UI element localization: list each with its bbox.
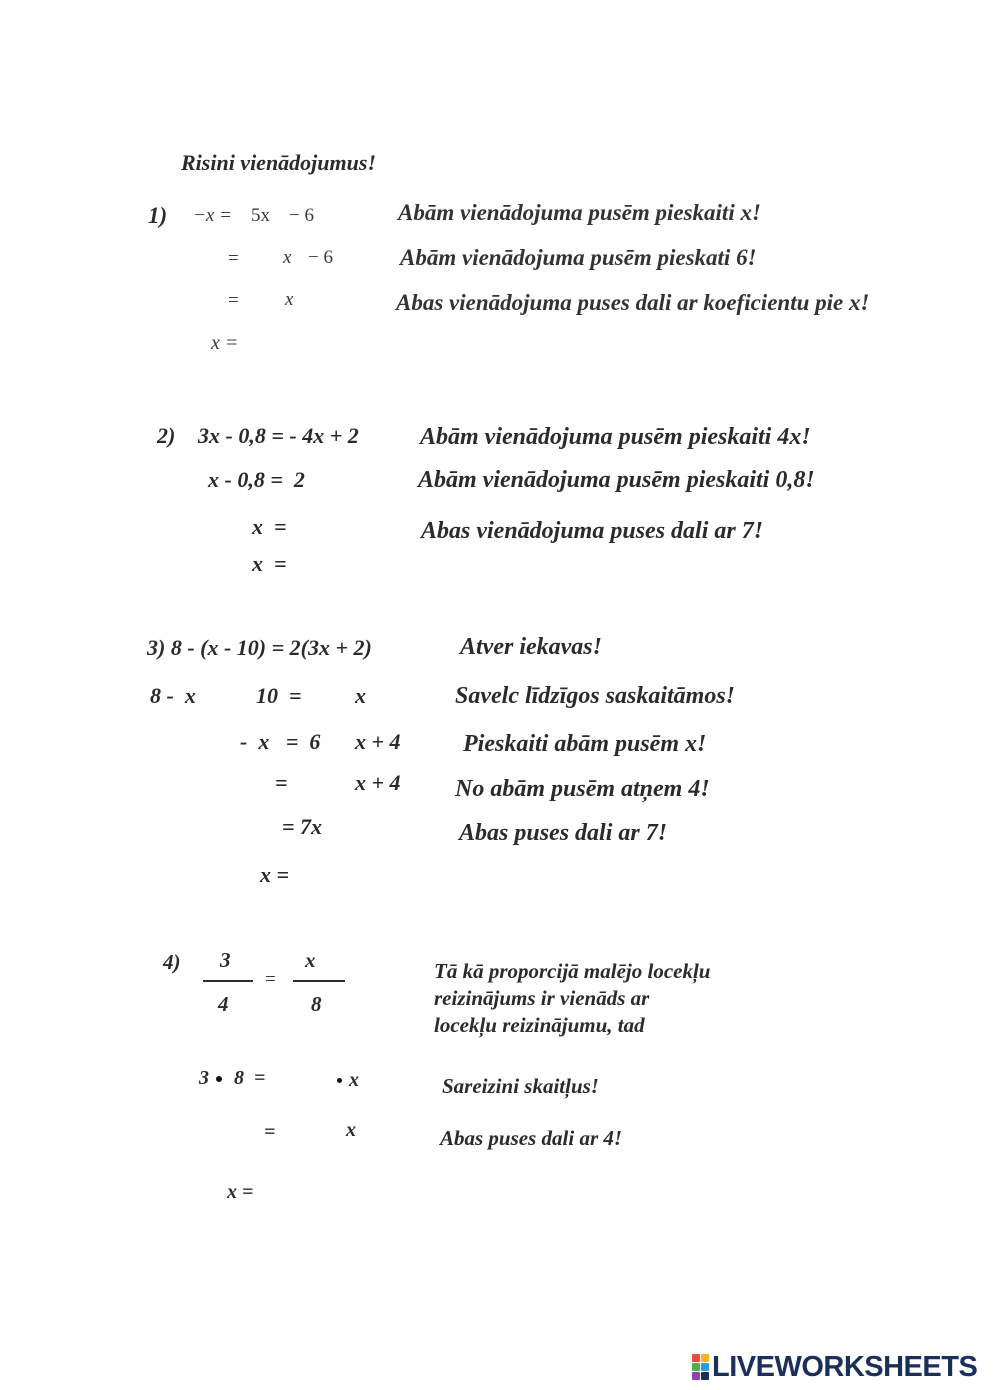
ex1-line2-const: − 6	[308, 247, 333, 268]
ex2-instruction-2: Abām vienādojuma pusēm pieskaiti 0,8!	[418, 467, 815, 493]
ex4-fraction2-denominator: 8	[311, 992, 322, 1016]
ex4-fraction1-bar	[203, 980, 253, 982]
ex4-instruction-1: Sareizini skaitļus!	[442, 1074, 599, 1098]
ex2-line3: x =	[252, 514, 287, 539]
ex1-line1-right-const: − 6	[289, 205, 314, 226]
ex4-line3-equals: =	[264, 1121, 276, 1143]
ex2-line4: x =	[252, 551, 287, 576]
ex3-instruction-4: No abām pusēm atņem 4!	[455, 776, 710, 802]
ex3-line3-right: x + 4	[355, 729, 401, 754]
ex4-fraction-equals: =	[265, 969, 276, 990]
ex2-equation: 3x - 0,8 = - 4x + 2	[198, 423, 359, 448]
ex3-line6-result: x =	[260, 862, 290, 887]
ex1-instruction-2: Abām vienādojuma pusēm pieskati 6!	[400, 245, 757, 270]
ex1-instruction-1: Abām vienādojuma pusēm pieskaiti x!	[398, 200, 761, 225]
ex1-line2-x: x	[283, 247, 292, 268]
ex3-equation: 3) 8 - (x - 10) = 2(3x + 2)	[147, 635, 372, 660]
ex4-fraction1-numerator: 3	[220, 948, 231, 972]
ex4-line2-left: 3	[199, 1067, 209, 1089]
ex3-line2-left: 8 - x	[150, 683, 196, 708]
ex4-note-line3: locekļu reizinājumu, tad	[434, 1013, 645, 1037]
liveworksheets-logo	[692, 1352, 977, 1382]
multiplication-dot-icon	[337, 1078, 342, 1083]
ex3-instruction-2: Savelc līdzīgos saskaitāmos!	[455, 683, 736, 709]
ex2-line2: x - 0,8 = 2	[208, 467, 305, 492]
ex3-line4-equals: =	[275, 770, 288, 795]
ex3-line2-mid: 10 =	[256, 683, 302, 708]
ex4-line3-x: x	[346, 1119, 356, 1141]
ex2-instruction-1: Abām vienādojuma pusēm pieskaiti 4x!	[420, 424, 811, 450]
ex3-line3-left: - x = 6	[240, 729, 321, 754]
ex1-number: 1)	[148, 203, 168, 228]
ex1-instruction-3: Abas vienādojuma puses dali ar koeficientu pie x!	[396, 290, 870, 315]
page-title: Risini vienādojumus!	[181, 150, 377, 175]
ex4-note-line1: Tā kā proporcijā malējo locekļu	[434, 959, 711, 983]
ex3-line2-right: x	[355, 683, 366, 708]
ex3-instruction-3: Pieskaiti abām pusēm x!	[463, 731, 707, 757]
ex1-line1-left: −x =	[193, 205, 237, 226]
ex3-instruction-5: Abas puses dali ar 7!	[459, 820, 668, 846]
ex4-line2-mid: 8 =	[234, 1067, 266, 1089]
multiplication-dot-icon	[216, 1076, 222, 1082]
ex4-fraction1-denominator: 4	[218, 992, 229, 1016]
ex4-instruction-2: Abas puses dali ar 4!	[440, 1126, 623, 1150]
ex3-line4-right: x + 4	[355, 770, 401, 795]
ex4-note-line2: reizinājums ir vienāds ar	[434, 986, 650, 1010]
ex2-instruction-3: Abas vienādojuma puses dali ar 7!	[421, 518, 764, 544]
ex4-fraction2-bar	[293, 980, 345, 982]
ex1-line3-x: x	[285, 289, 294, 310]
ex3-line5: = 7x	[282, 814, 323, 839]
ex4-fraction2-numerator: x	[305, 948, 316, 972]
liveworksheets-logo-text: LIVEWORKSHEETS	[712, 1350, 978, 1383]
ex4-number: 4)	[163, 950, 181, 974]
ex2-number: 2)	[157, 423, 176, 448]
ex4-line4-result: x =	[227, 1181, 254, 1203]
ex1-line1-right-coef: 5x	[251, 205, 270, 226]
ex4-line2-right: x	[349, 1069, 359, 1091]
ex1-line2-equals: =	[228, 248, 239, 269]
liveworksheets-logo-icon	[692, 1354, 709, 1380]
ex1-line3-equals: =	[228, 290, 239, 311]
ex3-instruction-1: Atver iekavas!	[460, 634, 602, 660]
ex1-line4-result: x =	[211, 332, 239, 354]
